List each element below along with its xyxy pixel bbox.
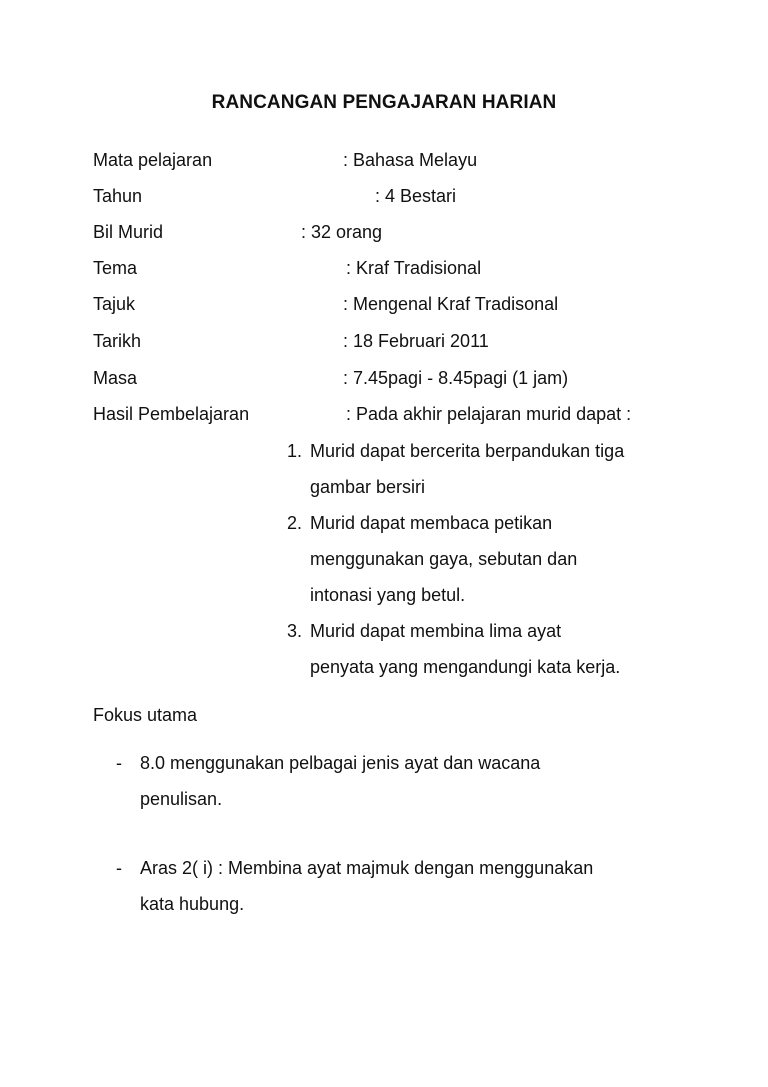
outcome-number: 3. [287, 621, 303, 641]
focus-text: Aras 2( i) : Membina ayat majmuk dengan menggunakan [140, 858, 594, 878]
bullet-dash-icon: - [116, 753, 122, 773]
focus-text: penulisan. [140, 789, 223, 809]
field-value: : Pada akhir pelajaran murid dapat : [346, 404, 632, 424]
outcome-text: gambar bersiri [310, 477, 426, 497]
focus-heading: Fokus utama [93, 705, 198, 725]
focus-text: 8.0 menggunakan pelbagai jenis ayat dan wacana [140, 753, 541, 773]
field-value: : Bahasa Melayu [343, 150, 478, 170]
field-label: Tarikh [93, 331, 142, 351]
outcome-text: intonasi yang betul. [310, 585, 466, 605]
field-value: : 7.45pagi - 8.45pagi (1 jam) [343, 368, 569, 388]
outcome-text: menggunakan gaya, sebutan dan [310, 549, 578, 569]
field-label: Masa [93, 368, 138, 388]
field-label: Tajuk [93, 294, 136, 314]
field-label: Bil Murid [93, 222, 164, 242]
field-value: : Mengenal Kraf Tradisonal [343, 294, 559, 314]
field-label: Hasil Pembelajaran [93, 404, 250, 424]
outcome-text: Murid dapat membina lima ayat [310, 621, 562, 641]
field-value: : 32 orang [301, 222, 383, 242]
field-value: : 18 Februari 2011 [343, 331, 489, 351]
field-label: Tema [93, 258, 138, 278]
field-label: Tahun [93, 186, 143, 206]
bullet-dash-icon: - [116, 858, 122, 878]
focus-text: kata hubung. [140, 894, 245, 914]
field-value: : Kraf Tradisional [346, 258, 482, 278]
outcome-text: penyata yang mengandungi kata kerja. [310, 657, 621, 677]
outcome-number: 2. [287, 513, 303, 533]
document-title: RANCANGAN PENGAJARAN HARIAN [211, 92, 557, 113]
outcome-text: Murid dapat membaca petikan [310, 513, 553, 533]
field-label: Mata pelajaran [93, 150, 213, 170]
outcome-number: 1. [287, 441, 303, 461]
outcome-text: Murid dapat bercerita berpandukan tiga [310, 441, 625, 461]
field-value: : 4 Bestari [375, 186, 457, 206]
